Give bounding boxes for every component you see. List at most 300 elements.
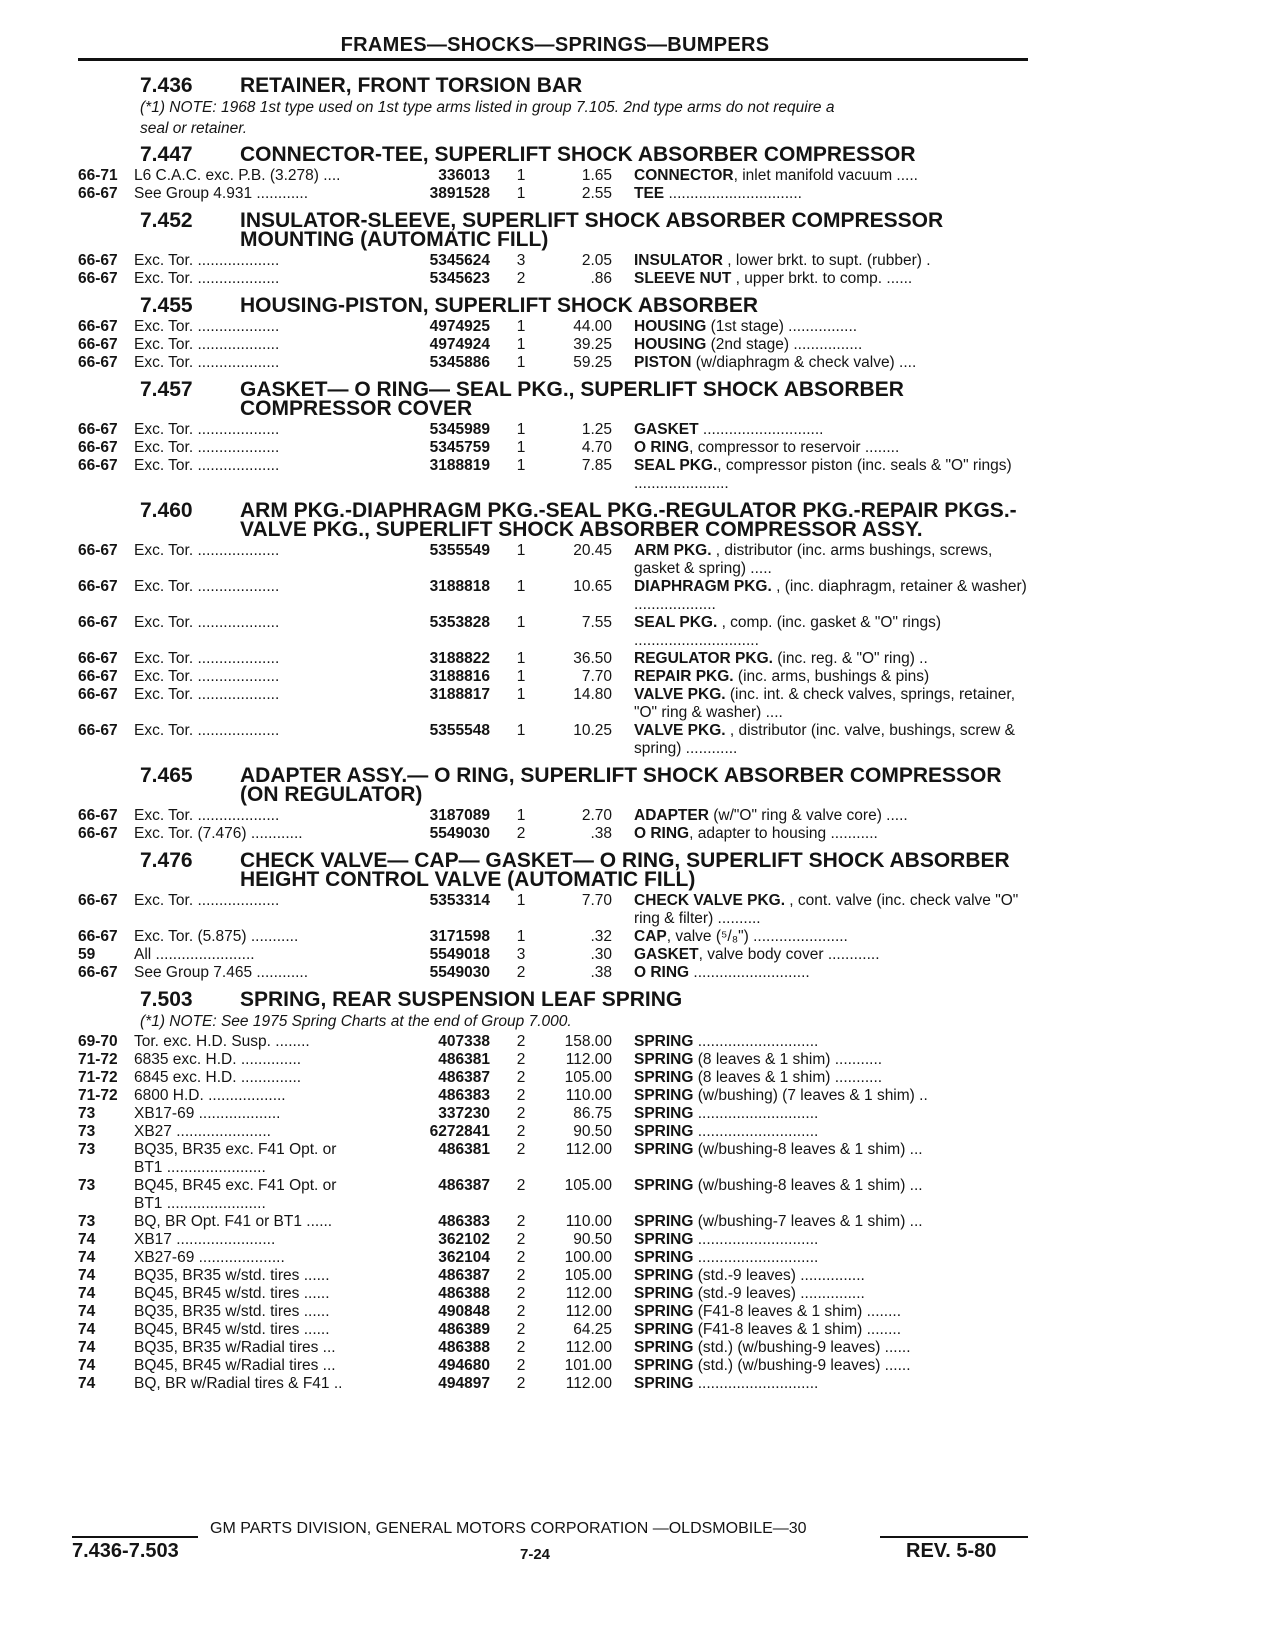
part-detail: ............................: [698, 421, 824, 438]
table-row: [78, 650, 1033, 668]
application: Exc. Tor. ...................: [134, 614, 280, 631]
description: [634, 167, 1033, 185]
price: 7.70: [581, 668, 612, 685]
price: 36.50: [573, 650, 612, 667]
section-number: 7.476: [140, 849, 193, 872]
parts-table: [78, 1033, 1033, 1393]
quantity: 1: [516, 336, 526, 353]
table-row: [78, 928, 1033, 946]
model-year: 74: [78, 1375, 96, 1392]
part-detail: ............................: [693, 1105, 819, 1122]
part-name: REGULATOR PKG.: [634, 650, 773, 667]
price: 2.55: [581, 185, 612, 202]
application: BQ35, BR35 w/Radial tires ...: [134, 1339, 336, 1356]
description: [634, 892, 1033, 928]
section-title: GASKET— O RING— SEAL PKG., SUPERLIFT SHOCK ABSORBER COMPRESSOR COVER: [240, 378, 904, 420]
model-year: 66-71: [78, 167, 118, 184]
table-row: [78, 1177, 1033, 1213]
part-number: 5355549: [429, 542, 490, 559]
price: 158.00: [564, 1033, 612, 1050]
price: 7.85: [581, 457, 612, 474]
quantity: 2: [516, 1069, 526, 1086]
table-row: [78, 421, 1033, 439]
part-number: 486387: [438, 1267, 490, 1284]
quantity: 2: [516, 1105, 526, 1122]
model-year: 73: [78, 1123, 96, 1140]
model-year: 66-67: [78, 542, 118, 559]
part-number: 3187089: [429, 807, 490, 824]
quantity: 2: [516, 1339, 526, 1356]
part-number: 3188822: [429, 650, 490, 667]
description: [634, 1051, 1033, 1069]
table-row: [78, 336, 1033, 354]
part-number: 3188819: [429, 457, 490, 474]
part-name: SPRING: [634, 1033, 694, 1050]
price: .38: [590, 964, 612, 981]
part-detail: ............................: [693, 1375, 819, 1392]
application: BQ, BR Opt. F41 or BT1 ......: [134, 1213, 333, 1230]
table-row: [78, 946, 1033, 964]
section-title: SPRING, REAR SUSPENSION LEAF SPRING: [240, 988, 683, 1011]
price: 4.70: [581, 439, 612, 456]
quantity: 2: [516, 270, 526, 287]
price: 105.00: [564, 1267, 612, 1284]
table-row: [78, 252, 1033, 270]
part-number: 486381: [438, 1051, 490, 1068]
part-name: SPRING: [634, 1339, 694, 1356]
section-heading: [78, 378, 1033, 418]
part-number: 494680: [438, 1357, 490, 1374]
catalog-section: [78, 499, 1033, 758]
section-number: 7.452: [140, 209, 193, 232]
part-name: GASKET: [634, 421, 699, 438]
quantity: 2: [516, 1213, 526, 1230]
description: [634, 722, 1033, 758]
description: [634, 1069, 1033, 1087]
description: [634, 318, 1033, 336]
part-number: 5345624: [429, 252, 490, 269]
part-name: CAP: [634, 928, 667, 945]
price: 59.25: [573, 354, 612, 371]
footer-rule-right: [880, 1536, 1028, 1538]
description: [634, 1087, 1033, 1105]
parts-table: [78, 807, 1033, 843]
price: 10.25: [573, 722, 612, 739]
table-row: [78, 614, 1033, 650]
quantity: 2: [516, 1267, 526, 1284]
part-name: SPRING: [634, 1357, 694, 1374]
application: Exc. Tor. (7.476) ............: [134, 825, 303, 842]
part-detail: ............................: [693, 1123, 819, 1140]
part-number: 3188818: [429, 578, 490, 595]
application: BQ35, BR35 w/std. tires ......: [134, 1267, 330, 1284]
revision-date: REV. 5-80: [906, 1540, 997, 1562]
page-title: FRAMES—SHOCKS—SPRINGS—BUMPERS: [340, 34, 770, 56]
table-row: [78, 1033, 1033, 1051]
section-title: CONNECTOR-TEE, SUPERLIFT SHOCK ABSORBER COMPRESSOR: [240, 143, 916, 166]
description: [634, 336, 1033, 354]
catalog-section: [78, 378, 1033, 493]
price: 86.75: [573, 1105, 612, 1122]
part-number: 486388: [438, 1285, 490, 1302]
part-detail: ...........................: [689, 964, 810, 981]
table-row: [78, 185, 1033, 203]
part-name: ARM PKG.: [634, 542, 712, 559]
description: [634, 1249, 1033, 1267]
application: Exc. Tor. ...................: [134, 668, 280, 685]
part-name: SPRING: [634, 1375, 694, 1392]
part-name: SEAL PKG.: [634, 614, 718, 631]
quantity: 1: [516, 807, 526, 824]
catalog-section: [78, 74, 1033, 137]
footer-group-range: 7.436-7.503: [72, 1540, 179, 1562]
part-detail: (w/bushing-8 leaves & 1 shim) ...: [693, 1177, 923, 1194]
description: [634, 946, 1033, 964]
part-number: 5549018: [429, 946, 490, 963]
application: XB17-69 ...................: [134, 1105, 281, 1122]
part-name: SPRING: [634, 1303, 694, 1320]
part-detail: (w/diaphragm & check valve) ....: [691, 354, 917, 371]
application: BQ45, BR45 w/std. tires ......: [134, 1321, 330, 1338]
part-number: 4974924: [429, 336, 490, 353]
application: Exc. Tor. ...................: [134, 807, 280, 824]
table-row: [78, 1105, 1033, 1123]
model-year: 73: [78, 1141, 96, 1158]
catalog-section: [78, 849, 1033, 982]
price: 14.80: [573, 686, 612, 703]
description: [634, 270, 1033, 288]
description: [634, 1231, 1033, 1249]
part-detail: , compressor piston (inc. seals & "O" rings) ......................: [634, 457, 1012, 492]
part-detail: , valve body cover ............: [698, 946, 880, 963]
part-name: SLEEVE NUT: [634, 270, 732, 287]
catalog-section: [78, 294, 1033, 372]
part-name: SPRING: [634, 1249, 694, 1266]
quantity: 2: [516, 964, 526, 981]
description: [634, 1177, 1033, 1195]
part-number: 362102: [438, 1231, 490, 1248]
section-heading: [78, 143, 1033, 164]
part-detail: , valve (⁵/₈") ......................: [666, 928, 848, 945]
description: [634, 668, 1033, 686]
section-heading: [78, 74, 1033, 95]
quantity: 1: [516, 650, 526, 667]
section-heading: [78, 849, 1033, 889]
table-row: [78, 1285, 1033, 1303]
model-year: 66-67: [78, 578, 118, 595]
application: Exc. Tor. ...................: [134, 270, 280, 287]
part-number: 486381: [438, 1141, 490, 1158]
price: 110.00: [565, 1087, 612, 1104]
quantity: 2: [516, 1177, 526, 1194]
part-detail: , distributor (inc. valve, bushings, screw & spring) ............: [634, 722, 1016, 757]
application: 6800 H.D. ..................: [134, 1087, 286, 1104]
table-row: [78, 542, 1033, 578]
description: [634, 1375, 1033, 1393]
section-heading: [78, 499, 1033, 539]
price: 64.25: [573, 1321, 612, 1338]
price: 112.00: [565, 1285, 612, 1302]
application: XB27 ......................: [134, 1123, 271, 1140]
application: Exc. Tor. (5.875) ...........: [134, 928, 299, 945]
application: Exc. Tor. ...................: [134, 650, 280, 667]
section-title: CHECK VALVE— CAP— GASKET— O RING, SUPERLIFT SHOCK ABSORBER HEIGHT CONTROL VALVE (AUTOMATIC FILL): [240, 849, 1010, 891]
part-detail: , lower brkt. to supt. (rubber) .: [722, 252, 931, 269]
part-number: 4974925: [429, 318, 490, 335]
price: .38: [590, 825, 612, 842]
section-title: RETAINER, FRONT TORSION BAR: [240, 74, 583, 97]
application: XB17 .......................: [134, 1231, 276, 1248]
table-row: [78, 439, 1033, 457]
description: [634, 614, 1033, 650]
price: 105.00: [564, 1177, 612, 1194]
part-name: SPRING: [634, 1213, 694, 1230]
application: BQ45, BR45 w/std. tires ......: [134, 1285, 330, 1302]
description: [634, 457, 1033, 493]
part-detail: (w/bushing-7 leaves & 1 shim) ...: [693, 1213, 923, 1230]
description: [634, 1285, 1033, 1303]
section-title: ADAPTER ASSY.— O RING, SUPERLIFT SHOCK ABSORBER COMPRESSOR (ON REGULATOR): [240, 764, 1002, 806]
table-row: [78, 270, 1033, 288]
part-detail: (w/bushing-8 leaves & 1 shim) ...: [693, 1141, 923, 1158]
price: 112.00: [565, 1339, 612, 1356]
quantity: 1: [516, 578, 526, 595]
quantity: 1: [516, 318, 526, 335]
description: [634, 825, 1033, 843]
table-row: [78, 892, 1033, 928]
part-name: SPRING: [634, 1141, 694, 1158]
table-row: [78, 1321, 1033, 1339]
table-row: [78, 1375, 1033, 1393]
quantity: 2: [516, 1087, 526, 1104]
description: [634, 1303, 1033, 1321]
table-row: [78, 1087, 1033, 1105]
part-name: SPRING: [634, 1321, 694, 1338]
application: Tor. exc. H.D. Susp. ........: [134, 1033, 310, 1050]
part-name: SPRING: [634, 1069, 694, 1086]
quantity: 1: [516, 614, 526, 631]
description: [634, 807, 1033, 825]
application: 6835 exc. H.D. ..............: [134, 1051, 302, 1068]
quantity: 2: [516, 1321, 526, 1338]
part-name: O RING: [634, 825, 690, 842]
application: See Group 4.931 ............: [134, 185, 309, 202]
description: [634, 185, 1033, 203]
quantity: 2: [516, 1303, 526, 1320]
model-year: 66-67: [78, 668, 118, 685]
part-detail: , compressor to reservoir ........: [689, 439, 900, 456]
price: 7.70: [581, 892, 612, 909]
part-number: 5345886: [429, 354, 490, 371]
table-row: [78, 457, 1033, 493]
model-year: 74: [78, 1231, 96, 1248]
section-title: HOUSING-PISTON, SUPERLIFT SHOCK ABSORBER: [240, 294, 759, 317]
section-number: 7.455: [140, 294, 193, 317]
quantity: 2: [516, 1051, 526, 1068]
table-row: [78, 1249, 1033, 1267]
part-number: 5549030: [429, 825, 490, 842]
part-number: 486388: [438, 1339, 490, 1356]
part-number: 337230: [438, 1105, 490, 1122]
application: All .......................: [134, 946, 255, 963]
price: .86: [590, 270, 612, 287]
model-year: 66-67: [78, 892, 118, 909]
application: L6 C.A.C. exc. P.B. (3.278) ....: [134, 167, 341, 184]
price: .32: [590, 928, 612, 945]
application: Exc. Tor. ...................: [134, 252, 280, 269]
part-detail: (inc. reg. & "O" ring) ..: [772, 650, 928, 667]
model-year: 66-67: [78, 686, 118, 703]
description: [634, 1123, 1033, 1141]
application: 6845 exc. H.D. ..............: [134, 1069, 302, 1086]
table-row: [78, 807, 1033, 825]
parts-table: [78, 167, 1033, 203]
part-name: CHECK VALVE PKG.: [634, 892, 785, 909]
model-year: 66-67: [78, 354, 118, 371]
part-number: 3171598: [429, 928, 490, 945]
part-name: REPAIR PKG.: [634, 668, 734, 685]
application: Exc. Tor. ...................: [134, 336, 280, 353]
model-year: 73: [78, 1105, 96, 1122]
price: 2.70: [581, 807, 612, 824]
description: [634, 686, 1033, 722]
part-name: O RING: [634, 964, 690, 981]
model-year: 74: [78, 1357, 96, 1374]
price: 2.05: [581, 252, 612, 269]
model-year: 73: [78, 1177, 96, 1194]
application: BQ, BR w/Radial tires & F41 ..: [134, 1375, 343, 1392]
part-name: SPRING: [634, 1285, 694, 1302]
part-number: 486387: [438, 1177, 490, 1194]
price: 1.65: [581, 167, 612, 184]
application: Exc. Tor. ...................: [134, 457, 280, 474]
quantity: 3: [516, 252, 526, 269]
part-number: 3188816: [429, 668, 490, 685]
quantity: 2: [516, 1141, 526, 1158]
part-name: VALVE PKG.: [634, 722, 726, 739]
parts-table: [78, 892, 1033, 982]
model-year: 66-67: [78, 336, 118, 353]
part-detail: (w/bushing) (7 leaves & 1 shim) ..: [693, 1087, 928, 1104]
application: Exc. Tor. ...................: [134, 318, 280, 335]
section-note: (*1) NOTE: See 1975 Spring Charts at the end of Group 7.000.: [140, 1013, 572, 1030]
model-year: 71-72: [78, 1051, 118, 1068]
parts-table: [78, 542, 1033, 758]
part-name: INSULATOR: [634, 252, 723, 269]
section-number: 7.460: [140, 499, 193, 522]
description: [634, 252, 1033, 270]
model-year: 66-67: [78, 270, 118, 287]
table-row: [78, 825, 1033, 843]
part-name: DIAPHRAGM PKG.: [634, 578, 772, 595]
description: [634, 354, 1033, 372]
part-number: 6272841: [429, 1123, 490, 1140]
table-row: [78, 1141, 1033, 1177]
part-detail: , cont. valve (inc. check valve "O" ring & filter) ..........: [634, 892, 1019, 927]
part-name: VALVE PKG.: [634, 686, 726, 703]
description: [634, 1339, 1033, 1357]
description: [634, 1357, 1033, 1375]
description: [634, 650, 1033, 668]
quantity: 3: [516, 946, 526, 963]
application: Exc. Tor. ...................: [134, 578, 280, 595]
table-row: [78, 668, 1033, 686]
part-detail: (2nd stage) ................: [706, 336, 863, 353]
quantity: 1: [516, 439, 526, 456]
section-title: ARM PKG.-DIAPHRAGM PKG.-SEAL PKG.-REGULATOR PKG.-REPAIR PKGS.-VALVE PKG., SUPERLIFT SHOCK ABSORBER COMPRESSOR ASSY.: [240, 499, 1017, 541]
section-heading: [78, 209, 1033, 249]
model-year: 66-67: [78, 318, 118, 335]
section-number: 7.436: [140, 74, 193, 97]
model-year: 66-67: [78, 928, 118, 945]
table-row: [78, 1339, 1033, 1357]
part-detail: (inc. int. & check valves, springs, retainer, "O" ring & washer) ....: [634, 686, 1016, 721]
model-year: 74: [78, 1249, 96, 1266]
part-detail: (8 leaves & 1 shim) ...........: [693, 1051, 883, 1068]
price: 7.55: [581, 614, 612, 631]
table-row: [78, 1051, 1033, 1069]
application: Exc. Tor. ...................: [134, 421, 280, 438]
catalog-section: [78, 764, 1033, 843]
description: [634, 1105, 1033, 1123]
part-number: 486387: [438, 1069, 490, 1086]
part-number: 3188817: [429, 686, 490, 703]
part-detail: (1st stage) ................: [706, 318, 858, 335]
part-name: PISTON: [634, 354, 692, 371]
quantity: 2: [516, 1249, 526, 1266]
description: [634, 1213, 1033, 1231]
table-row: [78, 1357, 1033, 1375]
part-number: 5345989: [429, 421, 490, 438]
section-number: 7.447: [140, 143, 193, 166]
table-row: [78, 686, 1033, 722]
part-name: ADAPTER: [634, 807, 709, 824]
sections-container: [78, 68, 1033, 1393]
quantity: 2: [516, 1285, 526, 1302]
price: 105.00: [564, 1069, 612, 1086]
part-name: SPRING: [634, 1267, 694, 1284]
part-detail: (std.-9 leaves) ...............: [693, 1285, 865, 1302]
quantity: 1: [516, 892, 526, 909]
price: 44.00: [573, 318, 612, 335]
part-detail: , inlet manifold vacuum .....: [733, 167, 918, 184]
quantity: 1: [516, 421, 526, 438]
description: [634, 1267, 1033, 1285]
price: .30: [590, 946, 612, 963]
price: 112.00: [565, 1051, 612, 1068]
model-year: 66-67: [78, 825, 118, 842]
model-year: 66-67: [78, 439, 118, 456]
part-number: 5353314: [429, 892, 490, 909]
part-detail: (F41-8 leaves & 1 shim) ........: [693, 1321, 902, 1338]
part-number: 494897: [438, 1375, 490, 1392]
footer-rule-left: [72, 1536, 198, 1538]
quantity: 1: [516, 457, 526, 474]
parts-table: [78, 318, 1033, 372]
table-row: [78, 354, 1033, 372]
table-row: [78, 578, 1033, 614]
part-number: 5353828: [429, 614, 490, 631]
application: BQ45, BR45 w/Radial tires ...: [134, 1357, 336, 1374]
price: 1.25: [581, 421, 612, 438]
part-detail: ............................: [693, 1231, 819, 1248]
quantity: 1: [516, 185, 526, 202]
quantity: 2: [516, 1357, 526, 1374]
section-note: seal or retainer.: [140, 120, 248, 137]
quantity: 1: [516, 167, 526, 184]
section-heading: [78, 764, 1033, 804]
price: 90.50: [573, 1123, 612, 1140]
